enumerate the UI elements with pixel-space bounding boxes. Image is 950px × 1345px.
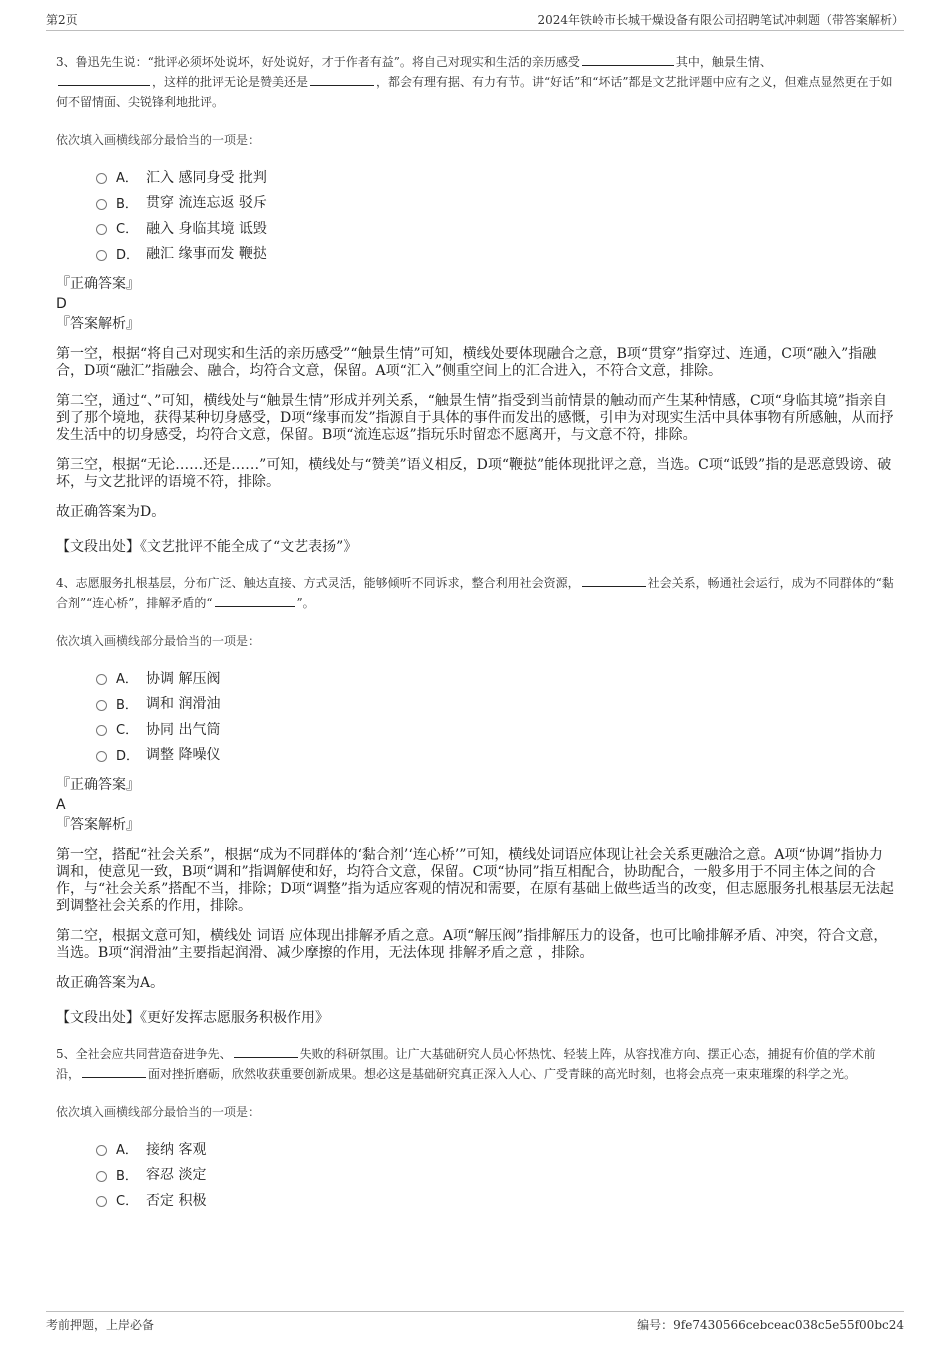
option-letter: A． bbox=[116, 1143, 138, 1159]
analysis-label: 『答案解析』 bbox=[56, 817, 140, 833]
option-letter: D． bbox=[116, 247, 140, 263]
option-text: 调和 润滑油 bbox=[146, 696, 221, 713]
fill-blank bbox=[234, 1045, 298, 1058]
question-stem bbox=[56, 1044, 894, 1084]
analysis-paragraph: 第二空，根据文意可知，横线处 词语 应体现出排解矛盾之意。A项“解压阀”指排解压力的设备，也可比喻排解矛盾、冲突，符合文意，当选。B项“润滑油”主要指起润滑、减少摩擦的作用，无法体现 排解矛盾之意 ，排除。 bbox=[56, 928, 888, 961]
fill-blank bbox=[582, 574, 646, 587]
stem-text: ，这样的批评无论是赞美还是 bbox=[152, 75, 309, 89]
source-citation: 【文段出处】《文艺批评不能全成了“文艺表扬”》 bbox=[56, 539, 358, 555]
analysis-conclusion: 故正确答案为D。 bbox=[56, 504, 166, 520]
stem-text: 4、志愿服务扎根基层，分布广泛、触达直接、方式灵活，能够倾听不同诉求，整合利用社会资源， bbox=[56, 576, 580, 590]
analysis-paragraph: 第三空，根据“无论……还是……”可知，横线处与“赞美”语义相反，D项“鞭挞”能体现批评之意，当选。C项“诋毁”指的是恶意毁谤、破坏，与文艺批评的语境不符，排除。 bbox=[56, 457, 892, 490]
option-text: 容忍 淡定 bbox=[146, 1167, 207, 1184]
footer-slogan: 考前押题，上岸必备 bbox=[46, 1318, 155, 1332]
analysis-conclusion: 故正确答案为A。 bbox=[56, 975, 165, 991]
fill-blank bbox=[58, 73, 150, 86]
option-letter: A． bbox=[116, 672, 138, 688]
analysis-paragraph: 第二空，通过“、”可知，横线处与“触景生情”形成并列关系，“触景生情”指受到当前情景的触动而产生某种情感，C项“身临其境”指亲自到了那个境地，获得某种切身感受，D项“缘事而发”指源自于具体的事件而发出的感慨，引申为对现实生活中具体事物有所感触，从而抒发生活中的切身感受，均符合文意，保留。B项“流连忘返”指玩乐时留恋不愿离开，与文意不符，排除。 bbox=[56, 393, 894, 443]
option-text: 汇入 感同身受 批判 bbox=[146, 169, 267, 186]
answer-label: 『正确答案』 bbox=[56, 777, 140, 793]
question-3 bbox=[56, 52, 894, 557]
stem-text: 5、全社会应共同营造奋进争先、 bbox=[56, 1047, 232, 1061]
stem-text: 面对挫折磨砺，欣然收获重要创新成果。想必这是基础研究真正深入人心、广受青睐的高光时刻，也将会点亮一束束璀璨的科学之光。 bbox=[148, 1067, 857, 1081]
option-text: 协同 出气筒 bbox=[146, 721, 221, 738]
option-letter: A． bbox=[116, 171, 138, 187]
radio-icon[interactable] bbox=[96, 224, 107, 235]
option-list bbox=[96, 665, 894, 767]
fill-blank bbox=[310, 73, 374, 86]
option-c[interactable] bbox=[96, 215, 894, 241]
option-letter: B． bbox=[116, 1168, 138, 1184]
question-instruction: 依次填入画横线部分最恰当的一项是： bbox=[56, 1105, 261, 1119]
option-a[interactable] bbox=[96, 665, 894, 691]
analysis-label: 『答案解析』 bbox=[56, 316, 140, 332]
option-text: 融汇 缘事而发 鞭挞 bbox=[146, 246, 267, 263]
page-header bbox=[46, 8, 904, 31]
option-b[interactable] bbox=[96, 190, 894, 216]
stem-text: ”。 bbox=[296, 596, 315, 610]
radio-icon[interactable] bbox=[96, 1145, 107, 1156]
document-title: 2024年铁岭市长城干燥设备有限公司招聘笔试冲刺题（带答案解析） bbox=[537, 13, 904, 27]
option-d[interactable] bbox=[96, 742, 894, 768]
option-list bbox=[96, 1136, 894, 1213]
option-text: 融入 身临其境 诋毁 bbox=[146, 220, 267, 237]
option-text: 贯穿 流连忘返 驳斥 bbox=[146, 195, 267, 212]
page-content bbox=[56, 52, 894, 1213]
stem-text: 社会关系，畅通社会运行，成为不同群体的“黏合剂”“连心桥”，排解矛盾的“ bbox=[56, 576, 894, 610]
option-letter: B． bbox=[116, 697, 138, 713]
option-letter: D． bbox=[116, 748, 140, 764]
option-c[interactable] bbox=[96, 716, 894, 742]
option-letter: C． bbox=[116, 723, 139, 739]
option-d[interactable] bbox=[96, 241, 894, 267]
radio-icon[interactable] bbox=[96, 725, 107, 736]
fill-blank bbox=[215, 594, 295, 607]
option-a[interactable] bbox=[96, 1136, 894, 1162]
option-letter: C． bbox=[116, 222, 139, 238]
option-text: 协调 解压阀 bbox=[146, 670, 221, 687]
document-id: 编号：9fe7430566cebceac038c5e55f00bc24 bbox=[637, 1318, 904, 1332]
page-number: 第2页 bbox=[46, 13, 78, 27]
stem-text: 3、鲁迅先生说：“批评必须坏处说坏，好处说好，才于作者有益”。将自己对现实和生活的亲历感受 bbox=[56, 55, 580, 69]
stem-text: 失败的科研氛围。让广大基础研究人员心怀热忱、轻装上阵，从容找准方向、摆正心态，捕捉有价值的学术前沿， bbox=[56, 1047, 876, 1081]
question-stem bbox=[56, 52, 894, 112]
radio-icon[interactable] bbox=[96, 250, 107, 261]
option-b[interactable] bbox=[96, 1162, 894, 1188]
fill-blank bbox=[82, 1065, 146, 1078]
radio-icon[interactable] bbox=[96, 700, 107, 711]
source-citation: 【文段出处】《更好发挥志愿服务积极作用》 bbox=[56, 1010, 329, 1026]
radio-icon[interactable] bbox=[96, 751, 107, 762]
option-letter: B． bbox=[116, 196, 138, 212]
option-text: 接纳 客观 bbox=[146, 1141, 207, 1158]
analysis-paragraph: 第一空，根据“将自己对现实和生活的亲历感受”“触景生情”可知，横线处要体现融合之意，B项“贯穿”指穿过、连通，C项“融入”指融合，D项“融汇”指融会、融合，均符合文意，保留。A项“汇入”侧重空间上的汇合进入，不符合文意，排除。 bbox=[56, 346, 877, 379]
radio-icon[interactable] bbox=[96, 1196, 107, 1207]
option-letter: C． bbox=[116, 1194, 139, 1210]
radio-icon[interactable] bbox=[96, 1171, 107, 1182]
correct-answer: D bbox=[56, 296, 67, 312]
question-4 bbox=[56, 573, 894, 1028]
option-c[interactable] bbox=[96, 1187, 894, 1213]
analysis-paragraph: 第一空，搭配“社会关系”，根据“成为不同群体的‘黏合剂’‘连心桥’”可知，横线处词语应体现让社会关系更融洽之意。A项“协调”指协力调和，使意见一致，B项“调和”指调解使和好，均符合文意，保留。C项“协同”指互相配合，协助配合，一般多用于不同主体之间的合作，与“社会关系”搭配不当，排除；D项“调整”指为适应客观的情况和需要，在原有基础上做些适当的改变，但志愿服务扎根基层无法起到调整社会关系的作用，排除。 bbox=[56, 847, 894, 914]
question-instruction: 依次填入画横线部分最恰当的一项是： bbox=[56, 634, 261, 648]
question-instruction: 依次填入画横线部分最恰当的一项是： bbox=[56, 133, 261, 147]
answer-label: 『正确答案』 bbox=[56, 276, 140, 292]
option-a[interactable] bbox=[96, 164, 894, 190]
correct-answer: A bbox=[56, 797, 66, 813]
question-5 bbox=[56, 1044, 894, 1213]
page-footer bbox=[46, 1311, 904, 1338]
question-stem bbox=[56, 573, 894, 613]
radio-icon[interactable] bbox=[96, 199, 107, 210]
option-text: 调整 降噪仪 bbox=[146, 747, 221, 764]
fill-blank bbox=[582, 53, 674, 66]
option-text: 否定 积极 bbox=[146, 1192, 207, 1209]
radio-icon[interactable] bbox=[96, 173, 107, 184]
stem-text: ，都会有理有据、有力有节。讲“好话”和“坏话”都是文艺批评题中应有之义，但难点显然更在于如何不留情面、尖锐锋利地批评。 bbox=[56, 75, 893, 109]
option-b[interactable] bbox=[96, 691, 894, 717]
radio-icon[interactable] bbox=[96, 674, 107, 685]
option-list bbox=[96, 164, 894, 266]
stem-text: 其中，触景生情、 bbox=[675, 55, 772, 69]
